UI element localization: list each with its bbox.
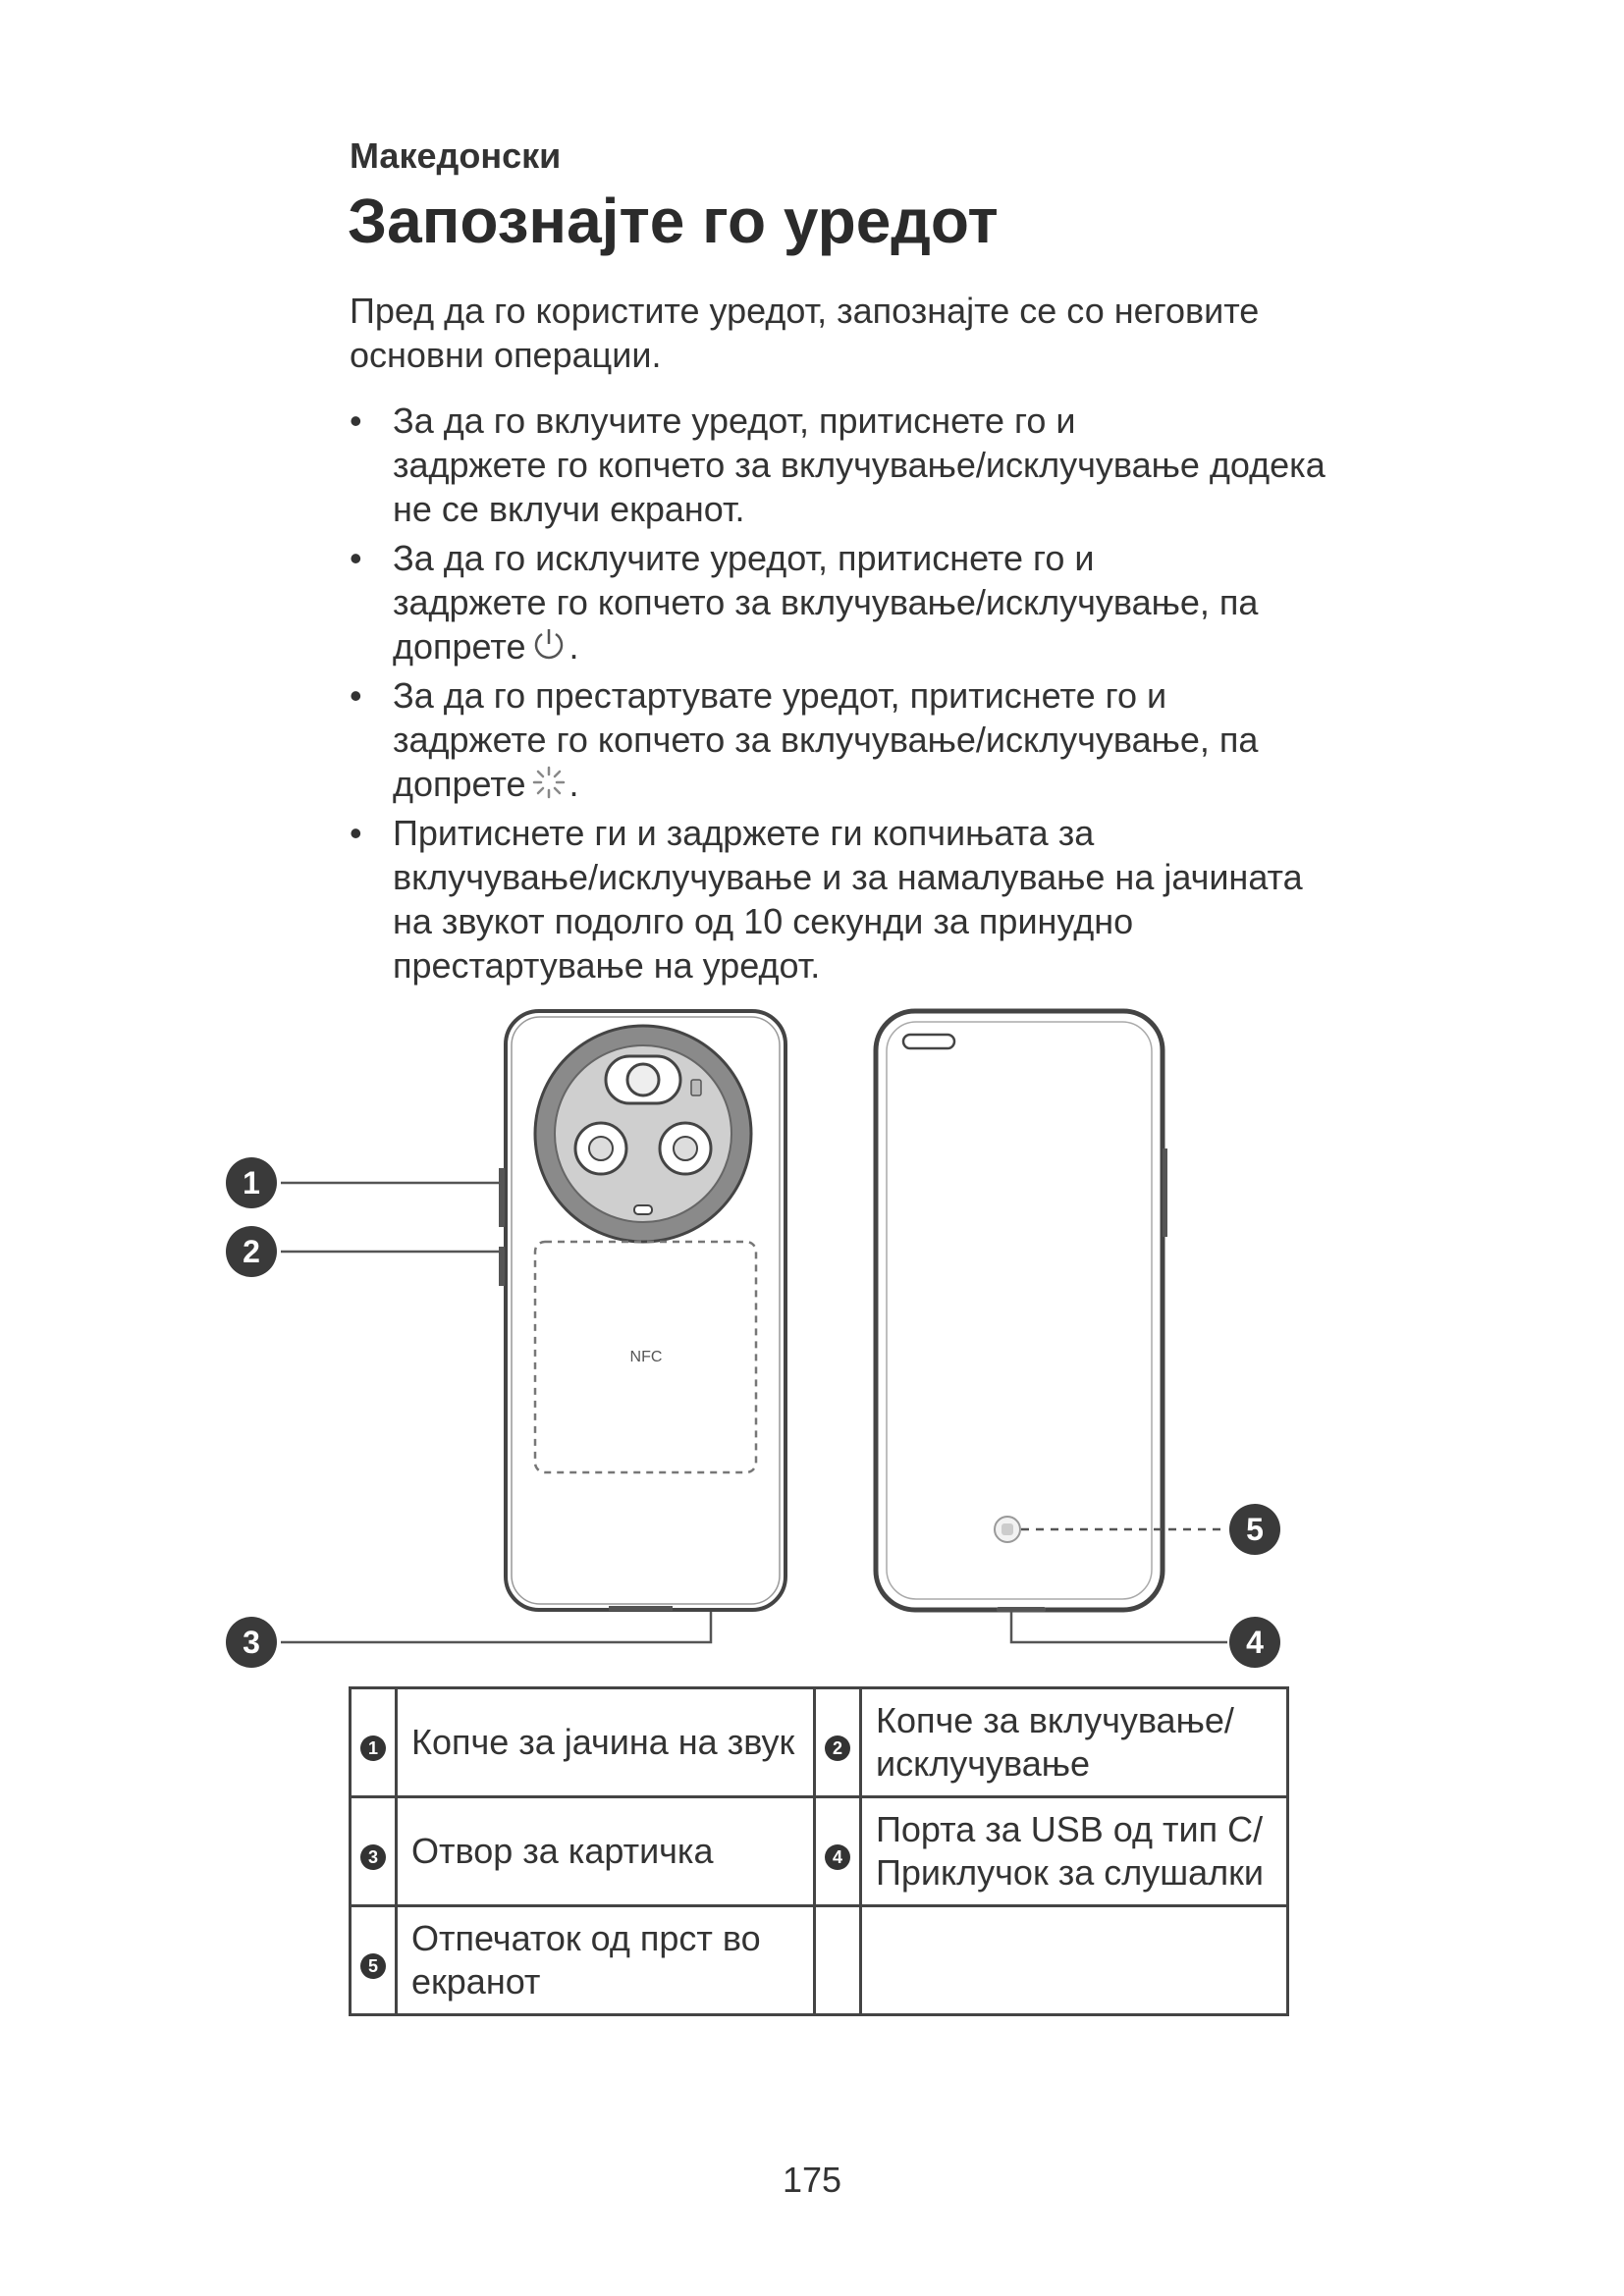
callout-5 bbox=[1229, 1504, 1280, 1555]
callout-2 bbox=[226, 1226, 277, 1277]
list-item: • Притиснете ги и задржете ги копчињата за вклучување/исклучување и за намалување на јачината на звукот подолго од 10 секунди за принудно престартување на уредот. bbox=[350, 811, 1331, 988]
callout-3 bbox=[226, 1617, 277, 1668]
nfc-label: NFC bbox=[629, 1349, 663, 1365]
power-icon bbox=[529, 625, 568, 665]
bullet-first-line: За да го исклучите уредот, притиснете го и bbox=[393, 538, 1095, 578]
parts-table bbox=[349, 1686, 1289, 2016]
bullet-rest: задржете го копчето за вклучување/исклучување, па допрете bbox=[393, 582, 1259, 667]
language-label: Македонски bbox=[350, 135, 562, 176]
callout-4 bbox=[1229, 1617, 1280, 1668]
usb-port bbox=[997, 1607, 1046, 1612]
page-number: 175 bbox=[782, 2160, 842, 2200]
bullet-rest: задржете го копчето за вклучување/исклучување, па допрете bbox=[393, 720, 1259, 804]
part-label: Отпечаток од прст во екранот bbox=[397, 1906, 815, 2015]
part-number: 3 bbox=[360, 1844, 386, 1870]
list-item: • За да го престартувате уредот, притиснете го и задржете го копчето за вклучување/исклучување, па допрете . bbox=[350, 675, 1259, 804]
card-slot bbox=[609, 1606, 673, 1611]
restart-icon bbox=[529, 763, 568, 802]
part-number: 5 bbox=[360, 1953, 386, 1979]
intro-paragraph: Пред да го користите уредот, запознајте се со неговите основни операции. bbox=[350, 291, 1260, 375]
table-row bbox=[351, 1797, 1288, 1906]
phone-front bbox=[876, 1011, 1163, 1610]
bullet-rest: задржете го копчето за вклучување/исклучување додека не се вклучи екранот. bbox=[393, 445, 1326, 529]
bullet-suffix: . bbox=[568, 764, 579, 804]
bullet-suffix: . bbox=[568, 626, 579, 667]
camera-module bbox=[535, 1026, 751, 1242]
callout-label: 3 bbox=[243, 1625, 260, 1660]
table-row bbox=[351, 1688, 1288, 1797]
list-item: • За да го вклучите уредот, притиснете го и задржете го копчето за вклучување/исклучување додека не се вклучи екранот. bbox=[350, 399, 1331, 531]
part-label: Копче за јачина на звук bbox=[397, 1688, 815, 1797]
callout-label: 4 bbox=[1246, 1625, 1264, 1660]
part-label: Копче за вклучување/ исклучување bbox=[861, 1688, 1288, 1797]
bullet-first-line: За да го вклучите уредот, притиснете го и bbox=[393, 400, 1076, 441]
instruction-list bbox=[350, 399, 1331, 992]
part-number: 1 bbox=[360, 1735, 386, 1761]
callout-label: 2 bbox=[243, 1234, 260, 1269]
part-label: Отвор за картичка bbox=[397, 1797, 815, 1906]
callout-label: 1 bbox=[243, 1165, 260, 1201]
device-diagram bbox=[243, 1001, 1296, 1688]
table-row bbox=[351, 1906, 1288, 2015]
page-title: Запознајте го уредот bbox=[348, 186, 999, 256]
bullet-first-line: За да го престартувате уредот, притиснете го и bbox=[393, 675, 1167, 716]
part-number: 4 bbox=[825, 1844, 850, 1870]
callout-label: 5 bbox=[1246, 1512, 1264, 1547]
part-number: 2 bbox=[825, 1735, 850, 1761]
volume-button bbox=[499, 1168, 505, 1227]
bullet-rest: вклучување/исклучување и за намалување на јачината на звукот подолго од 10 секунди за принудно престартување на уредот. bbox=[393, 857, 1303, 986]
callout-1 bbox=[226, 1157, 277, 1208]
part-label: Порта за USB од тип C/Приклучок за слушалки bbox=[861, 1797, 1288, 1906]
front-camera bbox=[903, 1035, 954, 1048]
bullet-first-line: Притиснете ги и задржете ги копчињата за bbox=[393, 813, 1095, 853]
empty-cell bbox=[861, 1906, 1288, 2015]
list-item: • За да го исклучите уредот, притиснете го и задржете го копчето за вклучување/исклучување, па допрете . bbox=[350, 538, 1259, 667]
